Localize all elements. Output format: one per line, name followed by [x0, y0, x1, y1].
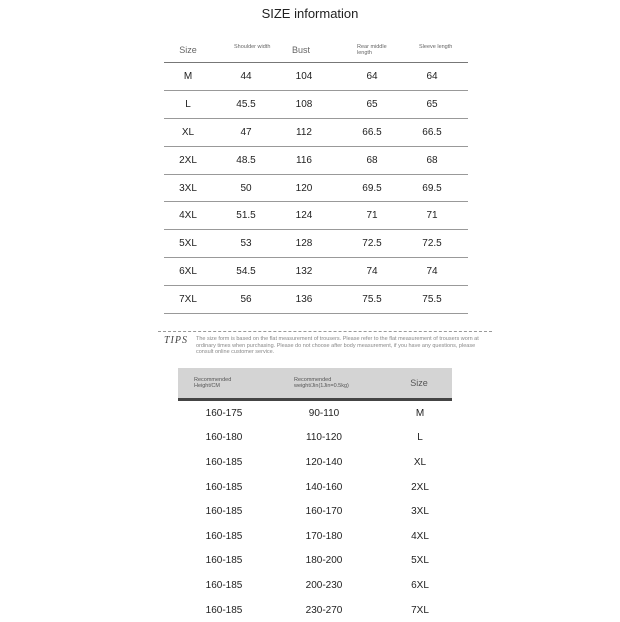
cell-bust: 104	[295, 70, 313, 82]
cell-shoulder: 48.5	[236, 154, 256, 166]
cell-size: L	[417, 432, 423, 444]
cell-size: XL	[413, 456, 427, 468]
table-row	[178, 598, 452, 622]
table-row	[178, 426, 452, 451]
cell-shoulder: 51.5	[236, 210, 256, 222]
cell-shoulder: 44	[240, 70, 252, 82]
table-row	[178, 524, 452, 549]
cell-shoulder: 50	[240, 182, 252, 194]
size-table	[164, 38, 468, 314]
tips-text: The size form is based on the flat measurement of trousers. Please refer to the flat measurement of trousers worn at ordinary times when purchasing. Please do not choose after body measurement, if you have any questions, please consult online customer service.	[196, 336, 479, 355]
cell-shoulder: 56	[240, 294, 252, 306]
table-row	[164, 258, 468, 286]
cell-bust: 132	[295, 266, 313, 278]
cell-sleeve: 74	[426, 266, 438, 278]
cell-sleeve: 71	[426, 210, 438, 222]
cell-size: 2XL	[179, 154, 197, 166]
cell-size: 7XL	[411, 604, 429, 616]
cell-size: M	[415, 407, 425, 419]
cell-height: 160-185	[205, 530, 243, 542]
table-row	[164, 175, 468, 203]
cell-rear-length: 68	[366, 154, 378, 166]
cell-size: M	[183, 70, 193, 82]
table-row	[178, 573, 452, 598]
cell-size: 4XL	[411, 530, 429, 542]
header-size: Size	[410, 378, 428, 388]
table-row	[164, 286, 468, 314]
cell-height: 160-185	[205, 481, 243, 493]
cell-size: 4XL	[179, 210, 197, 222]
cell-size: 6XL	[179, 266, 197, 278]
cell-size: 5XL	[179, 238, 197, 250]
header-rear-middle-length: Rear middle length	[357, 44, 387, 56]
cell-weight: 170-180	[305, 530, 343, 542]
table-row	[178, 499, 452, 524]
cell-bust: 136	[295, 294, 313, 306]
table-row	[178, 450, 452, 475]
cell-weight: 140-160	[305, 481, 343, 493]
cell-height: 160-180	[205, 432, 243, 444]
table-row	[178, 475, 452, 500]
recommend-table-body	[178, 401, 452, 622]
cell-weight: 90-110	[308, 407, 340, 419]
header-shoulder-width: Shoulder width	[234, 44, 271, 50]
table-row	[178, 401, 452, 426]
cell-size: 3XL	[411, 506, 429, 518]
cell-bust: 124	[295, 210, 313, 222]
cell-sleeve: 64	[426, 70, 438, 82]
cell-size: L	[185, 98, 191, 110]
cell-weight: 160-170	[305, 506, 343, 518]
table-row	[164, 63, 468, 91]
size-table-header	[164, 38, 468, 63]
cell-height: 160-175	[205, 407, 243, 419]
cell-bust: 108	[295, 98, 313, 110]
cell-bust: 116	[296, 154, 312, 166]
cell-bust: 128	[295, 238, 313, 250]
cell-bust: 120	[295, 182, 313, 194]
table-row	[164, 202, 468, 230]
table-row	[164, 91, 468, 119]
cell-weight: 110-120	[306, 432, 342, 444]
table-row	[164, 147, 468, 175]
table-row	[178, 549, 452, 574]
cell-shoulder: 54.5	[236, 266, 256, 278]
cell-sleeve: 75.5	[422, 294, 442, 306]
cell-rear-length: 75.5	[362, 294, 382, 306]
cell-rear-length: 72.5	[362, 238, 382, 250]
cell-rear-length: 65	[366, 98, 378, 110]
cell-size: 7XL	[179, 294, 197, 306]
cell-rear-length: 74	[366, 266, 378, 278]
cell-shoulder: 45.5	[236, 98, 256, 110]
table-row	[164, 230, 468, 258]
cell-height: 160-185	[205, 506, 243, 518]
cell-size: 5XL	[411, 555, 429, 567]
cell-rear-length: 66.5	[362, 126, 382, 138]
header-sleeve-length: Sleeve length	[419, 44, 453, 50]
tips-label: TIPS	[164, 335, 188, 346]
cell-sleeve: 72.5	[422, 238, 442, 250]
recommend-table	[178, 368, 452, 622]
cell-height: 160-185	[205, 456, 243, 468]
cell-size: 2XL	[411, 481, 429, 493]
cell-sleeve: 66.5	[422, 126, 442, 138]
header-recommended-height: Recommended Height/CM	[194, 377, 232, 389]
page-title: SIZE information	[261, 6, 359, 21]
cell-bust: 112	[296, 126, 312, 138]
cell-size: XL	[181, 126, 195, 138]
cell-weight: 230-270	[305, 604, 343, 616]
cell-sleeve: 69.5	[422, 182, 442, 194]
table-row	[164, 119, 468, 147]
cell-weight: 180-200	[305, 555, 343, 567]
tips-divider	[158, 331, 492, 332]
cell-size: 6XL	[411, 579, 429, 591]
cell-rear-length: 64	[366, 70, 378, 82]
cell-height: 160-185	[205, 579, 243, 591]
header-size: Size	[179, 45, 197, 55]
cell-sleeve: 68	[426, 154, 438, 166]
cell-weight: 120-140	[305, 456, 343, 468]
cell-height: 160-185	[205, 555, 243, 567]
header-bust: Bust	[291, 45, 310, 55]
cell-height: 160-185	[205, 604, 243, 616]
header-recommended-weight: Recommended weight/Jin(1Jin=0.5kg)	[294, 377, 349, 389]
size-table-body	[164, 63, 468, 314]
cell-shoulder: 53	[240, 238, 252, 250]
cell-shoulder: 47	[240, 126, 252, 138]
cell-weight: 200-230	[305, 579, 343, 591]
cell-rear-length: 69.5	[362, 182, 382, 194]
cell-sleeve: 65	[426, 98, 438, 110]
cell-size: 3XL	[179, 182, 197, 194]
cell-rear-length: 71	[366, 210, 378, 222]
recommend-table-header	[178, 368, 452, 401]
